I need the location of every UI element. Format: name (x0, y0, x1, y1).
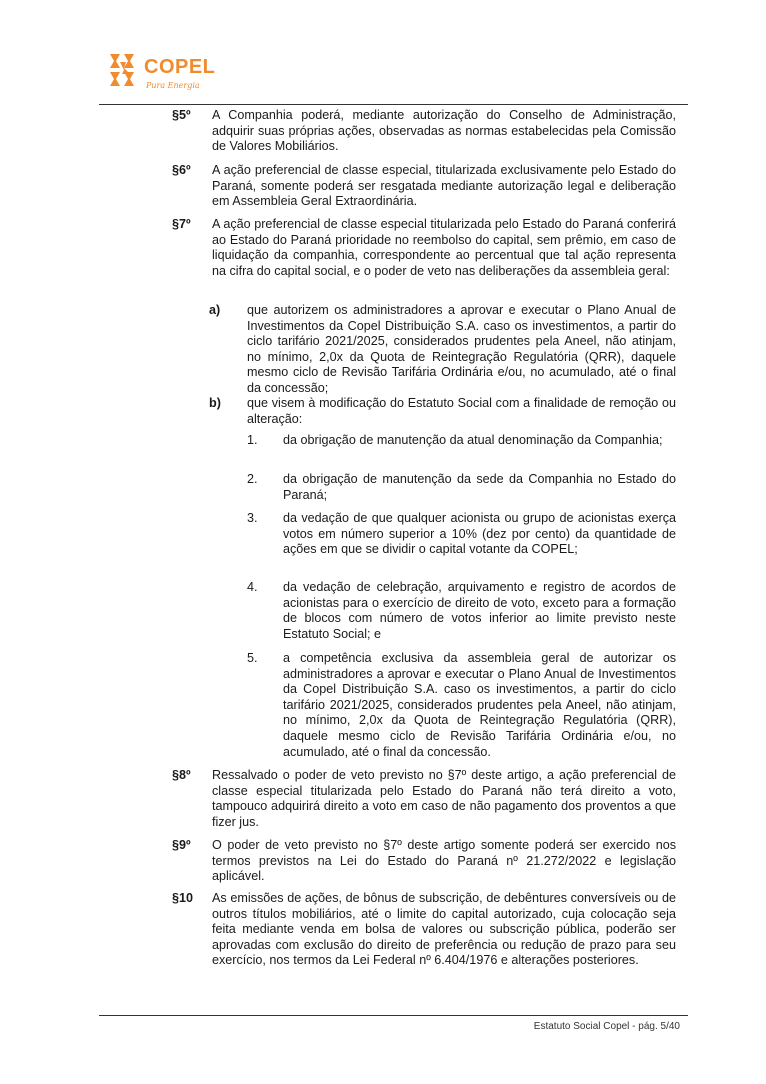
footer-divider (99, 1015, 688, 1016)
paragraph-mark: §8º (172, 768, 191, 782)
sub-item-mark: 4. (247, 580, 258, 594)
logo-name: COPEL (144, 56, 216, 78)
logo-tagline: Pura Energia (146, 81, 200, 90)
paragraph-mark: §6º (172, 163, 191, 177)
header-divider (99, 104, 688, 105)
paragraph-mark: §9º (172, 838, 191, 852)
paragraph-mark: §5º (172, 108, 191, 122)
paragraph-text: As emissões de ações, de bônus de subscrição, de debêntures conversíveis ou de outros títulos mobiliários, até o limite do capital autorizado, cuja colocação seja feita mediante venda em bolsa de valores ou subscrição pública, poderão ser aprovadas com exclusão do direito de preferência ou redução de prazo para seu exercício, nos termos da Lei Federal nº 6.404/1976 e alterações posteriores. (212, 891, 676, 968)
sub-item-text: da vedação de que qualquer acionista ou grupo de acionistas exerça votos em número superior a 10% (dez por cento) da quantidade de ações em que se dividir o capital votante da COPEL; (283, 511, 676, 557)
item-text: que autorizem os administradores a aprovar e executar o Plano Anual de Investimentos da Copel Distribuição S.A. caso os investimentos, a partir do ciclo tarifário 2021/2025, considerados prudentes pela Aneel, não atinjam, no mínimo, 2,0x da Quota de Reintegração Regulatória (QRR), daquele mesmo ciclo de Revisão Tarifária Ordinária e/ou, no acumulado, até o final da concessão; (247, 303, 676, 395)
page-footer: Estatuto Social Copel - pág. 5/40 (533, 1021, 680, 1032)
sub-item-mark: 1. (247, 433, 258, 447)
sub-item-text: a competência exclusiva da assembleia geral de autorizar os administradores a aprovar e executar o Plano Anual de Investimentos da Copel Distribuição S.A. caso os investimentos, a partir do ciclo tarifário 2021/2025, considerados prudentes pela Aneel, não atinjam, no mínimo, 2,0x da Quota de Reintegração Regulatória (QRR), daquele mesmo ciclo de Revisão Tarifária Ordinária e/ou, no acumulado, até o final da concessão. (283, 651, 676, 759)
paragraph-text: Ressalvado o poder de veto previsto no §7º deste artigo, a ação preferencial de classe especial titularizada pelo Estado do Paraná não terá direito a voto, tampouco adquirirá direito a voto em caso de não pagamento dos proventos a que fizer jus. (212, 768, 676, 829)
copel-logo-icon (106, 52, 142, 88)
sub-item-text: da obrigação de manutenção da sede da Companhia no Estado do Paraná; (283, 472, 676, 502)
sub-item-mark: 2. (247, 472, 258, 486)
paragraph-mark: §10 (172, 891, 194, 905)
sub-item-text: da obrigação de manutenção da atual denominação da Companhia; (283, 433, 663, 447)
sub-item-mark: 5. (247, 651, 258, 665)
paragraph-text: A Companhia poderá, mediante autorização do Conselho de Administração, adquirir suas próprias ações, observadas as normas estabelecidas pela Comissão de Valores Mobiliários. (212, 108, 676, 154)
item-text: que visem à modificação do Estatuto Social com a finalidade de remoção ou alteração: (247, 396, 676, 426)
item-mark: a) (209, 303, 221, 317)
sub-item-mark: 3. (247, 511, 258, 525)
paragraph-text: A ação preferencial de classe especial, titularizada exclusivamente pelo Estado do Paraná, somente poderá ser resgatada mediante autorização legal e deliberação em Assembleia Geral Extraordinária. (212, 163, 676, 209)
item-mark: b) (209, 396, 221, 410)
paragraph-text: O poder de veto previsto no §7º deste artigo somente poderá ser exercido nos termos previstos na Lei do Estado do Paraná nº 21.272/2022 e legislação aplicável. (212, 838, 676, 884)
paragraph-text: A ação preferencial de classe especial titularizada pelo Estado do Paraná conferirá ao Estado do Paraná prioridade no reembolso do capital, sem prêmio, em caso de liquidação da companhia, correspondente ao percentual que tal ação representa na cifra do capital social, e o poder de veto nas deliberações da assembleia geral: (212, 217, 676, 278)
copel-logo (106, 52, 226, 96)
paragraph-mark: §7º (172, 217, 191, 231)
sub-item-text: da vedação de celebração, arquivamento e registro de acordos de acionistas para o exercício de direito de voto, exceto para a formação de blocos com número de votos inferior ao limite previsto neste Estatuto Social; e (283, 580, 676, 641)
